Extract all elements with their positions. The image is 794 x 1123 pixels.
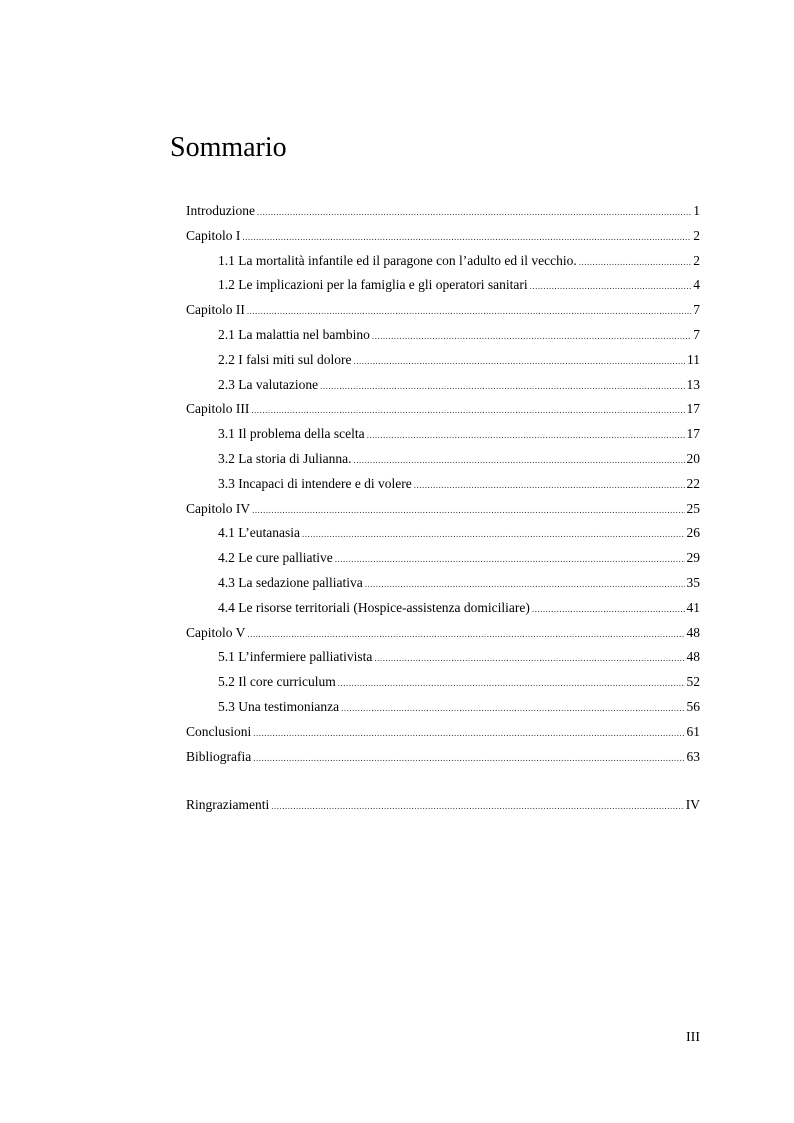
toc-dot-leader xyxy=(251,397,684,422)
toc-dot-leader xyxy=(320,373,684,398)
toc-entry[interactable] xyxy=(186,447,700,472)
toc-entry[interactable] xyxy=(186,645,700,670)
toc-entry-page: 35 xyxy=(686,574,700,590)
toc-entry-label: 1.1 La mortalità infantile ed il paragone con l’adulto ed il vecchio. xyxy=(218,252,577,268)
toc-entry-page: 48 xyxy=(686,649,700,665)
toc-entry-page: 41 xyxy=(686,599,700,615)
toc-entry-page: 11 xyxy=(687,351,700,367)
toc-dot-leader xyxy=(353,348,685,373)
toc-dot-leader xyxy=(374,645,684,670)
toc-entry-page: 4 xyxy=(693,277,700,293)
toc-entry-page: 25 xyxy=(686,500,700,516)
toc-entry-label: Capitolo V xyxy=(186,624,246,640)
toc-dot-leader xyxy=(579,249,692,274)
toc-dot-leader xyxy=(247,621,684,646)
toc-dot-leader xyxy=(338,670,685,695)
toc-entry[interactable] xyxy=(186,571,700,596)
toc-entry-page: 61 xyxy=(686,723,700,739)
toc-entry[interactable] xyxy=(186,497,700,522)
toc-entry-label: 3.1 Il problema della scelta xyxy=(218,426,365,442)
toc-dot-leader xyxy=(367,422,685,447)
toc-entry-page: 56 xyxy=(686,698,700,714)
toc-entry[interactable] xyxy=(186,298,700,323)
toc-entry-label: 5.2 Il core curriculum xyxy=(218,674,336,690)
toc-entry-page: 7 xyxy=(693,302,700,318)
toc-entry-page: 29 xyxy=(686,550,700,566)
toc-entry-label: 4.1 L’eutanasia xyxy=(218,525,300,541)
toc-entry[interactable] xyxy=(186,373,700,398)
toc-entry-label: Conclusioni xyxy=(186,723,252,739)
toc-entry-label: 2.3 La valutazione xyxy=(218,376,319,392)
toc-entry-label: 3.2 La storia di Julianna. xyxy=(218,450,352,466)
toc-entry-page: 17 xyxy=(686,426,700,442)
toc-entry-label: Capitolo IV xyxy=(186,500,251,516)
toc-dot-leader xyxy=(302,521,685,546)
toc-entry-page: 17 xyxy=(686,401,700,417)
toc-entry[interactable] xyxy=(186,793,700,818)
toc-dot-leader xyxy=(335,546,685,571)
toc-entry-page: 20 xyxy=(686,450,700,466)
toc-entry-page: 26 xyxy=(686,525,700,541)
toc-entry-label: Ringraziamenti xyxy=(186,797,270,813)
toc-entry[interactable] xyxy=(186,422,700,447)
toc-entry-label: Introduzione xyxy=(186,203,255,218)
toc-entry[interactable] xyxy=(186,521,700,546)
toc-dot-leader xyxy=(530,273,692,298)
toc-dot-leader xyxy=(341,695,684,720)
toc-entry-label: Capitolo III xyxy=(186,401,250,417)
toc-entry-label: Capitolo I xyxy=(186,227,241,243)
toc-dot-leader xyxy=(365,571,685,596)
toc-dot-leader xyxy=(247,298,691,323)
toc-entry-label: 2.2 I falsi miti sul dolore xyxy=(218,351,352,367)
toc-entry[interactable] xyxy=(186,273,700,298)
toc-dot-leader xyxy=(252,497,684,522)
toc-entry[interactable] xyxy=(186,224,700,249)
toc-entry[interactable] xyxy=(186,249,700,274)
toc-entry[interactable] xyxy=(186,720,700,745)
toc-entry[interactable] xyxy=(186,695,700,720)
toc-entry-page: 52 xyxy=(686,674,700,690)
toc-entry-label: Bibliografia xyxy=(186,748,252,764)
toc-entry-page: 1 xyxy=(693,203,700,218)
toc-entry[interactable] xyxy=(186,670,700,695)
toc-entry-label: 5.3 Una testimonianza xyxy=(218,698,340,714)
toc-entry-label: 4.2 Le cure palliative xyxy=(218,550,333,566)
toc-entry-label: Capitolo II xyxy=(186,302,245,318)
toc-entry-label: 1.2 Le implicazioni per la famiglia e gli operatori sanitari xyxy=(218,277,528,293)
toc-entry[interactable] xyxy=(186,348,700,373)
toc-entry-page: 22 xyxy=(686,475,700,491)
toc-entry-page: 63 xyxy=(686,748,700,764)
page-number: III xyxy=(686,1030,700,1045)
toc-entry-label: 5.1 L’infermiere palliativista xyxy=(218,649,373,665)
toc-dot-leader xyxy=(414,472,685,497)
page-title: Sommario xyxy=(170,132,287,163)
toc-entry[interactable] xyxy=(186,596,700,621)
toc-entry[interactable] xyxy=(186,472,700,497)
toc-entry-label: 4.3 La sedazione palliativa xyxy=(218,574,363,590)
toc-entry-page: 48 xyxy=(686,624,700,640)
toc-dot-leader xyxy=(253,720,684,745)
toc-entry-page: 2 xyxy=(693,252,700,268)
toc-dot-leader xyxy=(353,447,684,472)
toc-entry[interactable] xyxy=(186,546,700,571)
toc-dot-leader xyxy=(372,323,691,348)
toc-dot-leader xyxy=(271,793,684,818)
toc-entry-page: 13 xyxy=(686,376,700,392)
toc-entry-page: IV xyxy=(685,797,700,813)
toc-entry[interactable] xyxy=(186,199,700,224)
toc-entry-label: 4.4 Le risorse territoriali (Hospice-assistenza domiciliare) xyxy=(218,599,530,615)
toc-entry-page: 2 xyxy=(693,227,700,243)
toc-dot-leader xyxy=(242,224,691,249)
toc-entry-page: 7 xyxy=(693,326,700,342)
table-of-contents xyxy=(186,199,700,818)
toc-dot-leader xyxy=(253,745,684,770)
toc-entry[interactable] xyxy=(186,621,700,646)
toc-dot-leader xyxy=(257,199,691,224)
toc-entry-label: 2.1 La malattia nel bambino xyxy=(218,326,370,342)
toc-entry[interactable] xyxy=(186,397,700,422)
toc-dot-leader xyxy=(532,596,685,621)
toc-entry[interactable] xyxy=(186,323,700,348)
toc-entry-label: 3.3 Incapaci di intendere e di volere xyxy=(218,475,412,491)
toc-entry[interactable] xyxy=(186,745,700,770)
